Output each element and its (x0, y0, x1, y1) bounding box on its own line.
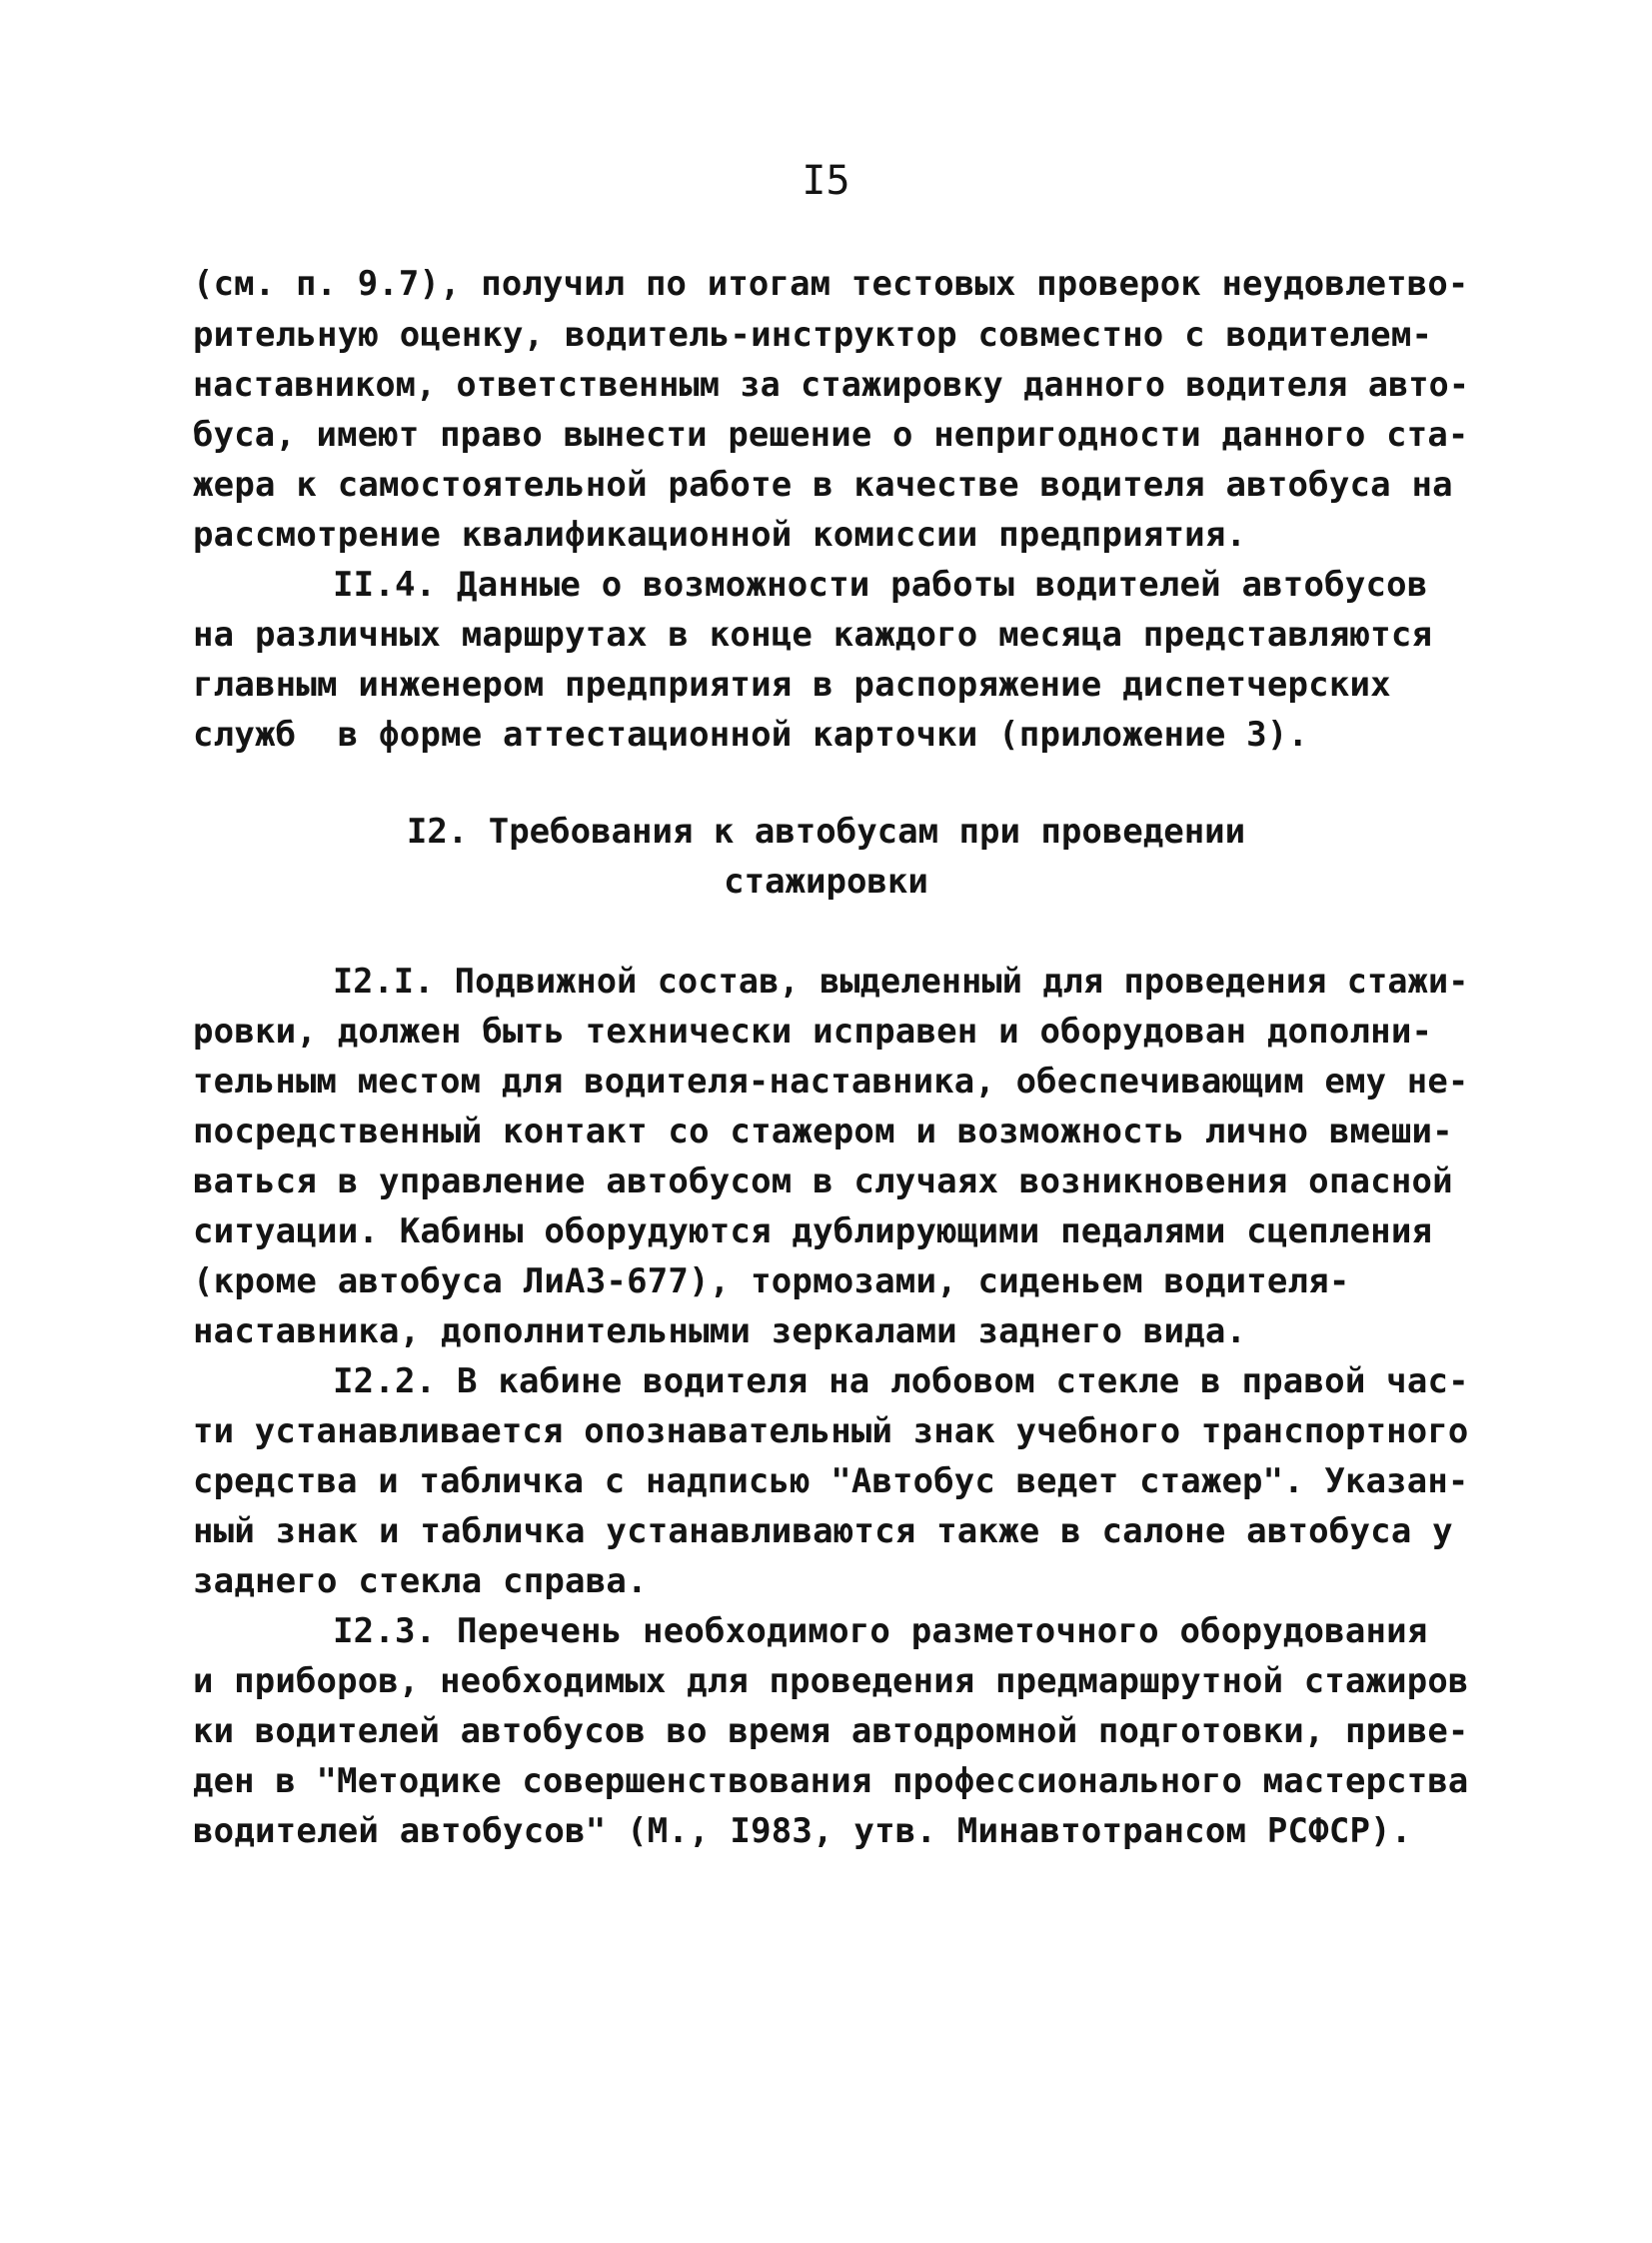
text-line: I2.I. Подвижной состав, выделенный для проведения стажи- (333, 962, 1469, 1002)
text-line: средства и табличка с надписью "Автобус ведет стажер". Указан- (193, 1461, 1469, 1501)
text-line: (кроме автобуса ЛиАЗ-677), тормозами, сиденьем водителя- (193, 1261, 1350, 1301)
text-line: I2.2. В кабине водителя на лобовом стекле в правой час- (333, 1361, 1469, 1401)
text-line: рассмотрение квалификационной комиссии предприятия. (193, 515, 1247, 555)
page-number: I5 (802, 158, 850, 204)
text-line: жера к самостоятельной работе в качестве водителя автобуса на (193, 465, 1453, 505)
text-line: заднего стекла справа. (193, 1561, 648, 1601)
text-line: главным инженером предприятия в распоряжение диспетчерских (193, 665, 1391, 705)
text-line: служб в форме аттестационной карточки (приложение 3). (193, 715, 1309, 755)
text-line: I2.3. Перечень необходимого разметочного оборудования (333, 1611, 1428, 1651)
text-line: (см. п. 9.7), получил по итогам тестовых проверок неудовлетво- (193, 264, 1469, 304)
text-line: на различных маршрутах в конце каждого месяца представляются (193, 615, 1433, 655)
text-line: тельным местом для водителя-наставника, обеспечивающим ему не- (193, 1062, 1469, 1102)
text-line: ден в "Методике совершенствования профессионального мастерства (193, 1761, 1469, 1801)
text-line: ваться в управление автобусом в случаях возникновения опасной (193, 1161, 1453, 1201)
text-line: ти устанавливается опознавательный знак учебного транспортного (193, 1411, 1469, 1451)
section-heading-line-2: стажировки (724, 862, 928, 902)
text-line: рительную оценку, водитель-инструктор совместно с водителем- (193, 315, 1433, 355)
text-line: буса, имеют право вынести решение о непригодности данного ста- (193, 415, 1469, 455)
text-line: ки водителей автобусов во время автодромной подготовки, приве- (193, 1711, 1469, 1751)
text-line: водителей автобусов" (М., I983, утв. Минавтотрансом РСФСР). (193, 1811, 1412, 1851)
text-line: и приборов, необходимых для проведения предмаршрутной стажиров (193, 1661, 1469, 1701)
text-line: посредственный контакт со стажером и возможность лично вмеши- (193, 1112, 1453, 1151)
text-line: ситуации. Кабины оборудуются дублирующими педалями сцепления (193, 1211, 1433, 1251)
text-line: наставником, ответственным за стажировку данного водителя авто- (193, 365, 1470, 405)
text-line: наставника, дополнительными зеркалами заднего вида. (193, 1311, 1247, 1351)
text-line: ровки, должен быть технически исправен и оборудован дополни- (193, 1012, 1433, 1052)
text-line: ный знак и табличка устанавливаются также в салоне автобуса у (193, 1511, 1453, 1551)
section-heading-line-1: I2. Требования к автобусам при проведении (406, 812, 1246, 852)
text-line: II.4. Данные о возможности работы водителей автобусов (333, 565, 1428, 605)
